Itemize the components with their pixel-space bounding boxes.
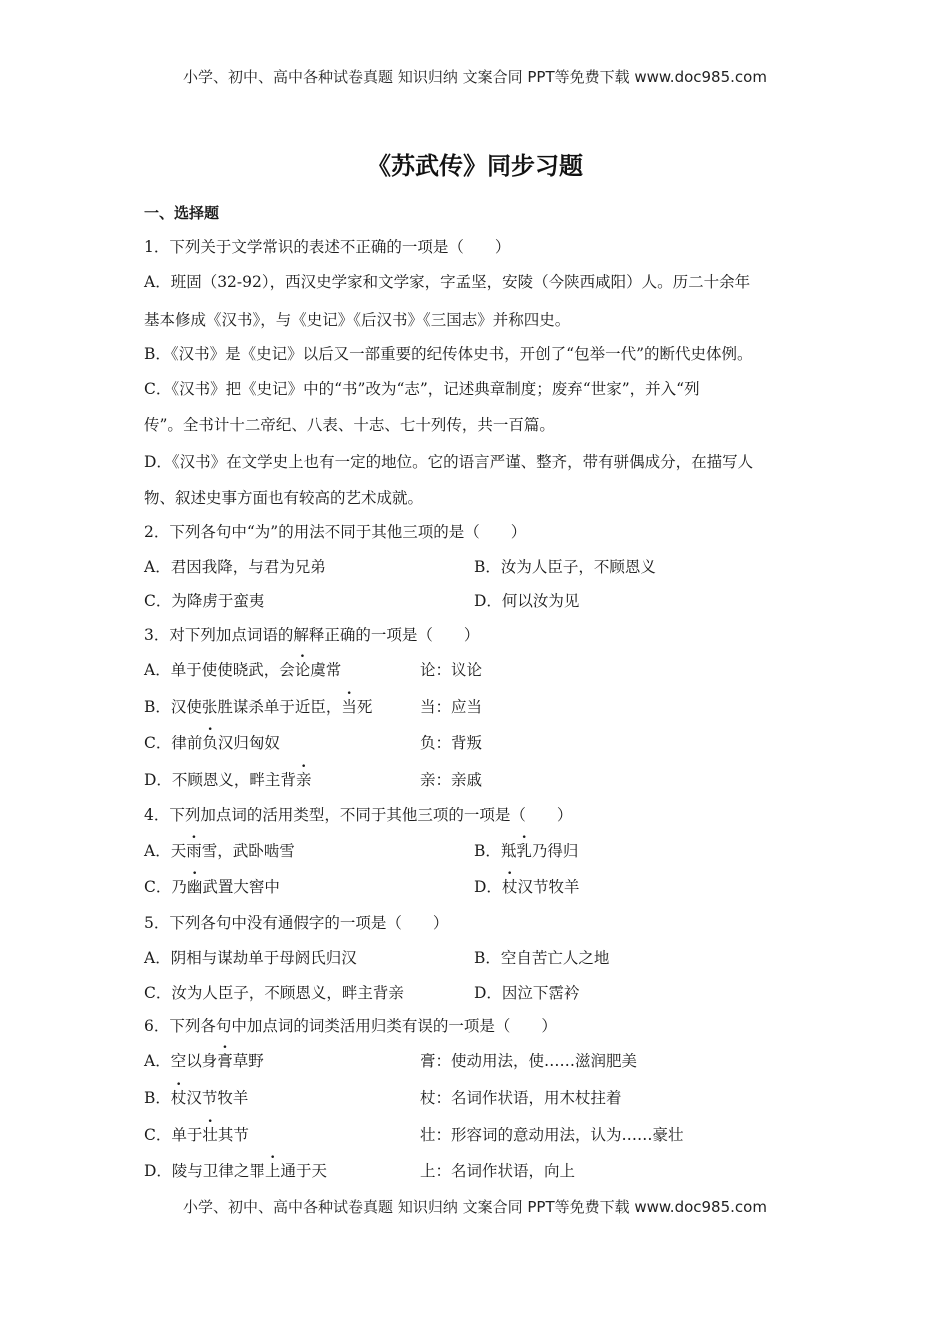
question-2-option-c: C．为降虏于蛮夷 [144, 592, 265, 610]
question-4-option-d: D．杖汉节牧羊 [474, 878, 580, 896]
emphasis-char: 论 [294, 661, 311, 679]
question-5-option-c: C．汝为人臣子，不顾恩义，畔主背亲 [144, 984, 404, 1002]
question-3-option-c: C．律前负汉归匈奴 [144, 734, 280, 752]
question-1-option-b: B．《汉书》是《史记》以后又一部重要的纪传体史书，开创了“包举一代”的断代史体例。 [144, 345, 753, 363]
emphasis-char: 负 [202, 734, 218, 752]
question-2-stem: 2．下列各句中“为”的用法不同于其他三项的是（ ） [144, 523, 527, 541]
question-5-option-d: D．因泣下霑衿 [474, 984, 580, 1002]
question-4-option-b: B．羝乳乃得归 [474, 842, 579, 860]
question-6-option-c-explanation: 壮：形容词的意动用法，认为……豪壮 [420, 1126, 684, 1144]
question-6-option-d-explanation: 上：名词作状语，向上 [420, 1162, 576, 1180]
emphasis-char: 幽 [186, 878, 203, 896]
emphasis-char: 亲 [295, 771, 312, 789]
emphasis-char: 雨 [186, 842, 202, 860]
question-2-option-b: B．汝为人臣子，不顾恩义 [474, 558, 656, 576]
question-1-option-d-line1: D．《汉书》在文学史上也有一定的地位。它的语言严谨、整齐，带有骈偶成分，在描写人 [144, 453, 754, 471]
question-3-option-c-explanation: 负：背叛 [420, 734, 483, 752]
question-1-stem: 1．下列关于文学常识的表述不正确的一项是（ ） [144, 238, 511, 256]
question-3-option-d-explanation: 亲：亲戚 [420, 771, 483, 789]
question-1-option-c-line2: 传”。全书计十二帝纪、八表、十志、七十列传，共一百篇。 [144, 416, 555, 434]
question-3-option-a: A．单于使使晓武，会论虞常 [144, 661, 342, 679]
question-5-stem: 5．下列各句中没有通假字的一项是（ ） [144, 914, 449, 932]
question-5-option-b: B．空自苦亡人之地 [474, 949, 610, 967]
question-6-option-a-explanation: 膏：使动用法，使……滋润肥美 [420, 1052, 638, 1070]
emphasis-char: 杖 [170, 1089, 187, 1107]
question-3-option-b: B．汉使张胜谋杀单于近臣，当死 [144, 698, 373, 716]
question-4-option-c: C．乃幽武置大窖中 [144, 878, 280, 896]
question-6-option-c: C．单于壮其节 [144, 1126, 249, 1144]
question-2-option-d: D．何以汝为见 [474, 592, 580, 610]
question-6-stem: 6．下列各句中加点词的词类活用归类有误的一项是（ ） [144, 1017, 557, 1035]
question-3-option-a-explanation: 论：议论 [420, 661, 483, 679]
section-heading: 一、选择题 [144, 204, 220, 222]
question-1-option-d-line2: 物、叙述史事方面也有较高的艺术成就。 [144, 489, 424, 507]
question-6-option-d: D．陵与卫律之罪上通于天 [144, 1162, 327, 1180]
question-2-option-a: A．君因我降，与君为兄弟 [144, 558, 326, 576]
emphasis-char: 上 [264, 1162, 281, 1180]
page-header: 小学、初中、高中各种试卷真题 知识归纳 文案合同 PPT等免费下载 www.doc985.com [183, 68, 767, 86]
page-title: 《苏武传》同步习题 [367, 152, 583, 180]
question-1-option-a-line1: A．班固（32-92），西汉史学家和文学家，字孟坚，安陵（今陕西咸阳）人。历二十余年 [144, 273, 751, 291]
emphasis-char: 乳 [516, 842, 532, 860]
question-4-stem: 4．下列加点词的活用类型，不同于其他三项的一项是（ ） [144, 806, 573, 824]
question-6-option-b: B．杖汉节牧羊 [144, 1089, 249, 1107]
question-6-option-b-explanation: 杖：名词作状语，用木杖拄着 [420, 1089, 622, 1107]
question-4-option-a: A．天雨雪，武卧啮雪 [144, 842, 295, 860]
emphasis-char: 膏 [217, 1052, 233, 1070]
emphasis-char: 当 [341, 698, 357, 716]
question-3-stem: 3．对下列加点词语的解释正确的一项是（ ） [144, 626, 480, 644]
question-1-option-a-line2: 基本修成《汉书》，与《史记》《后汉书》《三国志》并称四史。 [144, 311, 571, 329]
question-5-option-a: A．阴相与谋劫单于母阏氏归汉 [144, 949, 357, 967]
question-3-option-b-explanation: 当：应当 [420, 698, 483, 716]
question-6-option-a: A．空以身膏草野 [144, 1052, 264, 1070]
question-1-option-c-line1: C．《汉书》把《史记》中的“书”改为“志”，记述典章制度；废弃“世家”，并入“列 [144, 380, 700, 398]
question-3-option-d: D．不顾恩义，畔主背亲 [144, 771, 312, 789]
emphasis-char: 杖 [501, 878, 518, 896]
emphasis-char: 壮 [202, 1126, 218, 1144]
page-footer: 小学、初中、高中各种试卷真题 知识归纳 文案合同 PPT等免费下载 www.doc985.com [183, 1198, 767, 1216]
